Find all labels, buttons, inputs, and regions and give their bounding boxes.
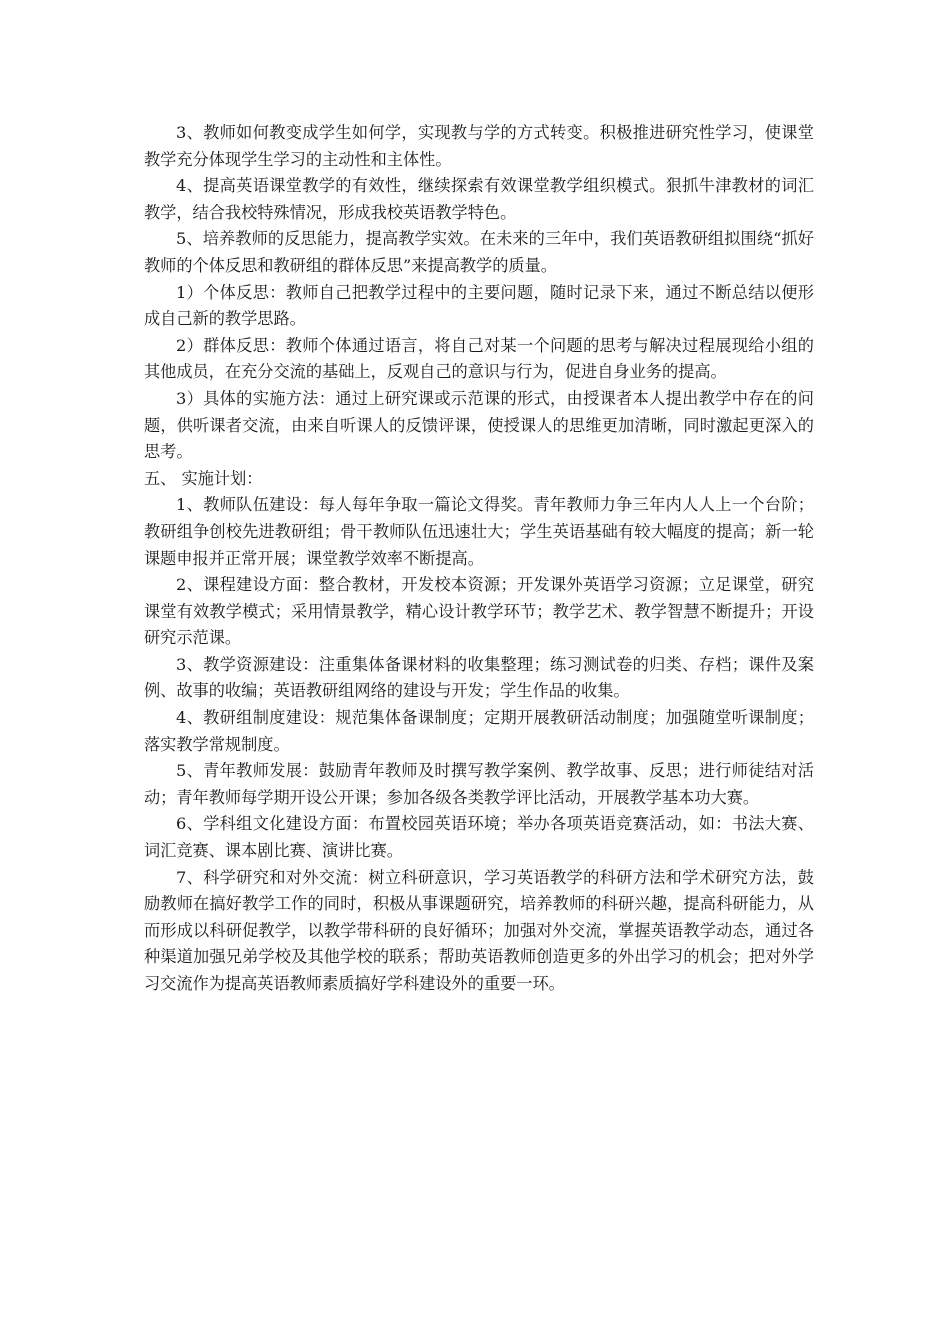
plan-item-system: 4、教研组制度建设：规范集体备课制度；定期开展教研活动制度；加强随堂听课制度；落实教学常规制度。 (144, 708, 814, 754)
paragraph-item-5: 5、培养教师的反思能力，提高教学实效。在未来的三年中，我们英语教研组拟围绕“抓好教师的个体反思和教研组的群体反思”来提高教学的质量。 (144, 229, 814, 275)
plan-item-resources: 3、教学资源建设：注重集体备课材料的收集整理；练习测试卷的归类、存档；课件及案例、故事的收编；英语教研组网络的建设与开发；学生作品的收集。 (144, 654, 814, 701)
paragraph-group-reflection: 2）群体反思：教师个体通过语言，将自己对某一个问题的思考与解决过程展现给小组的其他成员，在充分交流的基础上，反观自己的意识与行为，促进自身业务的提高。 (144, 335, 814, 382)
section-heading-implementation-plan: 五、 实施计划： (144, 468, 263, 488)
plan-item-young-teachers: 5、青年教师发展：鼓励青年教师及时撰写教学案例、教学故事、反思；进行师徒结对活动；青年教师每学期开设公开课；参加各级各类教学评比活动，开展教学基本功大赛。 (144, 761, 814, 807)
document-body (144, 120, 814, 998)
paragraph-item-4: 4、提高英语课堂教学的有效性，继续探索有效课堂教学组织模式。狠抓牛津教材的词汇教学，结合我校特殊情况，形成我校英语教学特色。 (144, 176, 814, 222)
plan-item-research: 7、科学研究和对外交流：树立科研意识，学习英语教学的科研方法和学术研究方法，鼓励教师在搞好教学工作的同时，积极从事课题研究，培养教师的科研兴趣，提高科研能力，从而形成以科研促教学，以教学带科研的良好循环；加强对外交流，掌握英语教学动态，通过各种渠道加强兄弟学校及其他学校的联系；帮助英语教师创造更多的外出学习的机会；把对外学习交流作为提高英语教师素质搞好学科建设外的重要一环。 (144, 867, 814, 993)
paragraph-implementation-method: 3）具体的实施方法：通过上研究课或示范课的形式，由授课者本人提出教学中存在的问题，供听课者交流，由来自听课人的反馈评课，使授课人的思维更加清晰，同时激起更深入的思考。 (144, 388, 814, 462)
paragraph-individual-reflection: 1）个体反思：教师自己把教学过程中的主要问题，随时记录下来，通过不断总结以便形成自己新的教学思路。 (144, 282, 814, 329)
plan-item-teacher-team: 1、教师队伍建设：每人每年争取一篇论文得奖。青年教师力争三年内人人上一个台阶；教研组争创校先进教研组；骨干教师队伍迅速壮大；学生英语基础有较大幅度的提高；新一轮课题申报并正常开展；课堂教学效率不断提高。 (144, 495, 814, 568)
plan-item-curriculum: 2、课程建设方面：整合教材，开发校本资源；开发课外英语学习资源；立足课堂，研究课堂有效教学模式；采用情景教学，精心设计教学环节；教学艺术、教学智慧不断提升；开设研究示范课。 (144, 575, 814, 648)
paragraph-item-3: 3、教师如何教变成学生如何学，实现教与学的方式转变。积极推进研究性学习，使课堂教学充分体现学生学习的主动性和主体性。 (144, 123, 814, 169)
plan-item-culture: 6、学科组文化建设方面：布置校园英语环境；举办各项英语竞赛活动，如：书法大赛、词汇竞赛、课本剧比赛、演讲比赛。 (144, 814, 814, 861)
